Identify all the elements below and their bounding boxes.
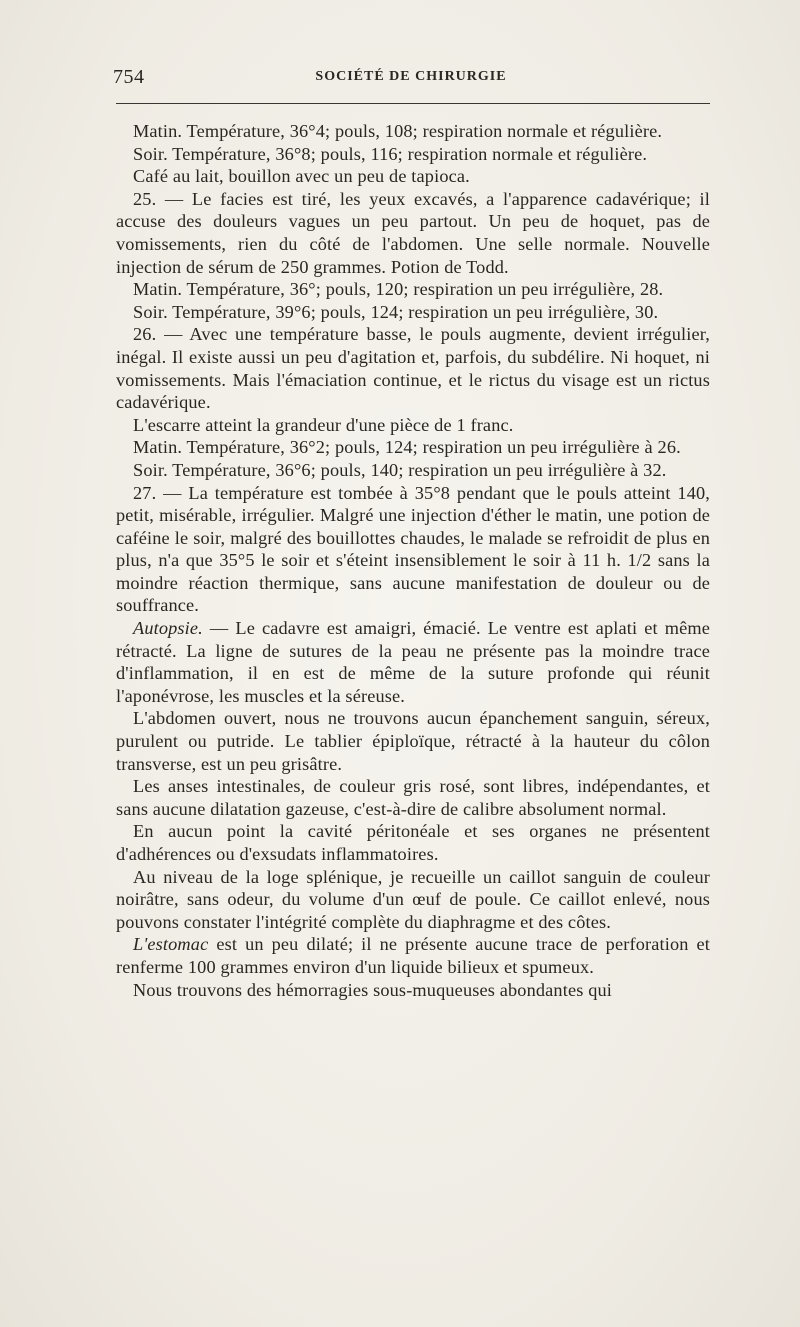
body-text (116, 120, 710, 1001)
paragraph: L'escarre atteint la grandeur d'une pièce de 1 franc. (133, 414, 514, 435)
header-rule (116, 103, 710, 104)
paragraph: L'estomac est un peu dilaté; il ne présente aucune trace de perforation et renferme 100 grammes environ d'un liquide bilieux et spumeux. (116, 934, 710, 977)
paragraph: En aucun point la cavité péritonéale et ses organes ne présentent d'adhérences ou d'exsudats inflammatoires. (116, 821, 710, 864)
paragraph: 27. — La température est tombée à 35°8 pendant que le pouls atteint 140, petit, misérable, irrégulier. Malgré une injection d'éther le matin, une potion de caféine le soir, malgré des bouillottes chaudes, le malade se refroidit de plus en plus, n'a que 35°5 le soir et s'éteint insensiblement le soir à 11 h. 1/2 sans la moindre réaction thermique, sans aucune manifestation de douleur ou de souffrance. (116, 482, 710, 616)
page-header (113, 66, 709, 90)
paragraph: Nous trouvons des hémorragies sous-muqueuses abondantes qui (133, 979, 613, 1000)
paragraph: Matin. Température, 36°2; pouls, 124; respiration un peu irrégulière à 26. (133, 437, 681, 458)
paragraph: Soir. Température, 36°8; pouls, 116; respiration normale et régulière. (133, 143, 648, 164)
page-number: 754 (113, 66, 145, 88)
paragraph: Les anses intestinales, de couleur gris rosé, sont libres, indépendantes, et sans aucune dilatation gazeuse, c'est-à-dire de calibre absolument normal. (116, 776, 710, 819)
paragraph: Matin. Température, 36°4; pouls, 108; respiration normale et régulière. (133, 121, 663, 141)
running-title: SOCIÉTÉ DE CHIRURGIE (315, 69, 507, 84)
paragraph: Au niveau de la loge splénique, je recueille un caillot sanguin de couleur noirâtre, sans odeur, du volume d'un œuf de poule. Ce caillot enlevé, nous pouvons constater l'intégrité complète du diaphragme et des côtes. (116, 866, 710, 932)
paragraph: Matin. Température, 36°; pouls, 120; respiration un peu irrégulière, 28. (133, 279, 664, 300)
paragraph: Café au lait, bouillon avec un peu de tapioca. (133, 166, 470, 187)
paragraph: L'abdomen ouvert, nous ne trouvons aucun épanchement sanguin, séreux, purulent ou putride. Le tablier épiploïque, rétracté à la hauteur du côlon transverse, est un peu grisâtre. (116, 708, 710, 774)
paragraph: Soir. Température, 39°6; pouls, 124; respiration un peu irrégulière, 30. (133, 301, 659, 322)
paragraph: 26. — Avec une température basse, le pouls augmente, devient irrégulier, inégal. Il existe aussi un peu d'agitation et, parfois, du subdélire. Ni hoquet, ni vomissements. Mais l'émaciation continue, et le rictus du visage est un rictus cadavérique. (116, 324, 710, 413)
paragraph: Autopsie. — Le cadavre est amaigri, émacié. Le ventre est aplati et même rétracté. La ligne de sutures de la peau ne présente pas la moindre trace d'inflammation, il en est de même de la suture profonde qui réunit l'aponévrose, les muscles et la séreuse. (116, 618, 710, 706)
paragraph: 25. — Le facies est tiré, les yeux excavés, a l'apparence cadavérique; il accuse des douleurs vagues un peu partout. Un peu de hoquet, pas de vomissements, rien du côté de l'abdomen. Une selle normale. Nouvelle injection de sérum de 250 grammes. Potion de Todd. (116, 188, 710, 277)
paragraph: Soir. Température, 36°6; pouls, 140; respiration un peu irrégulière à 32. (133, 459, 667, 480)
